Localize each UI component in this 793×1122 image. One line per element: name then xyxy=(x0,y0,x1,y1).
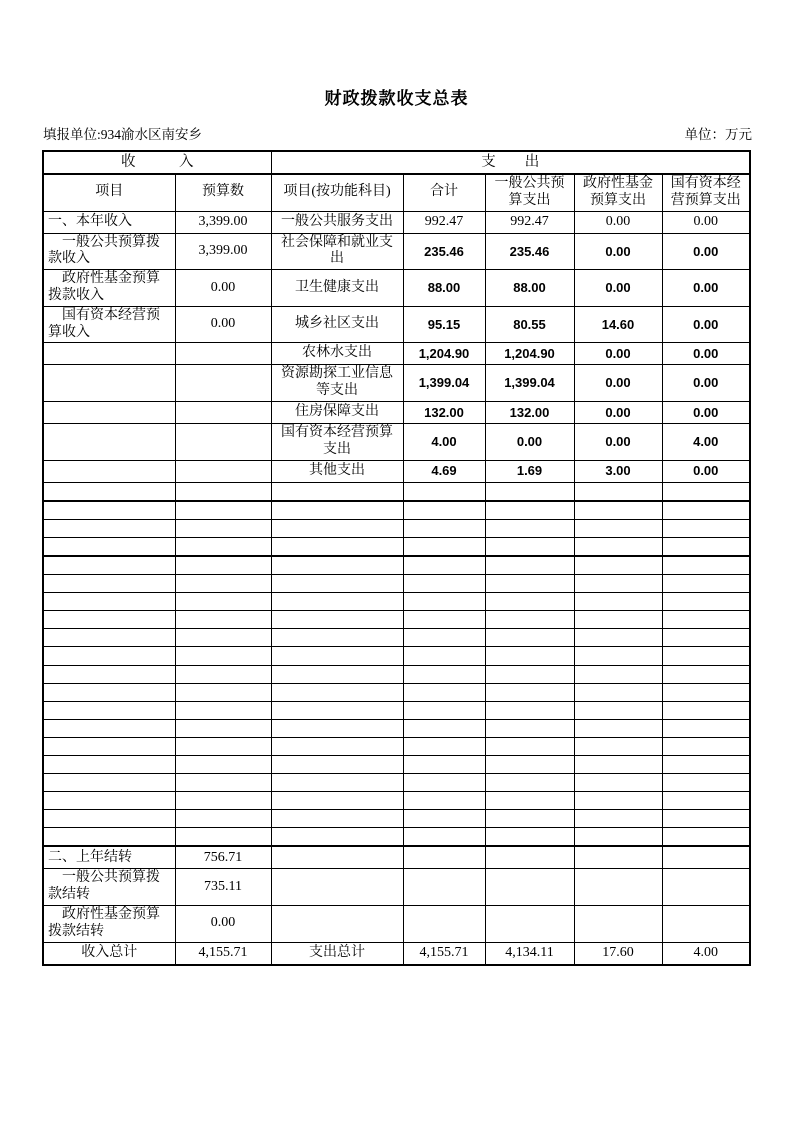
general-budget-value-cell xyxy=(485,501,574,520)
empty-row xyxy=(43,719,750,737)
revenue-value-cell xyxy=(175,810,271,828)
gov-fund-value-cell: 0.00 xyxy=(574,401,662,423)
gov-fund-value-cell: 0.00 xyxy=(574,270,662,307)
expense-total-cell xyxy=(403,792,485,810)
empty-row xyxy=(43,647,750,665)
revenue-item-cell xyxy=(43,501,175,520)
expense-item-cell xyxy=(271,846,403,869)
revenue-item-cell: 政府性基金预算拨款收入 xyxy=(43,270,175,307)
revenue-item-cell xyxy=(43,701,175,719)
state-capital-value-cell xyxy=(662,792,750,810)
general-budget-value-cell xyxy=(485,629,574,647)
expense-item-cell xyxy=(271,647,403,665)
expense-total-cell xyxy=(403,774,485,792)
general-budget-value-cell: 992.47 xyxy=(485,211,574,233)
general-budget-value-cell xyxy=(485,792,574,810)
state-capital-value-cell xyxy=(662,906,750,943)
unit-label: 单位：万元 xyxy=(684,127,752,142)
state-capital-value-cell xyxy=(662,519,750,537)
expense-total-cell: 235.46 xyxy=(403,233,485,270)
general-budget-value-cell xyxy=(485,519,574,537)
gov-fund-value-cell xyxy=(574,647,662,665)
revenue-value-cell xyxy=(175,611,271,629)
gov-fund-value-cell xyxy=(574,774,662,792)
empty-row xyxy=(43,501,750,520)
meta-row xyxy=(43,123,752,143)
general-budget-value-cell: 88.00 xyxy=(485,270,574,307)
expense-total-cell xyxy=(403,810,485,828)
revenue-item-cell: 收入总计 xyxy=(43,942,175,965)
revenue-value-cell xyxy=(175,792,271,810)
revenue-item-cell xyxy=(43,365,175,402)
revenue-value-cell: 735.11 xyxy=(175,869,271,906)
col-header-gov-fund: 政府性基金预算支出 xyxy=(574,174,662,211)
gov-fund-value-cell xyxy=(574,593,662,611)
revenue-item-cell: 一般公共预算拨款结转 xyxy=(43,869,175,906)
gov-fund-value-cell xyxy=(574,792,662,810)
gov-fund-value-cell xyxy=(574,537,662,556)
state-capital-value-cell: 0.00 xyxy=(662,233,750,270)
state-capital-value-cell xyxy=(662,665,750,683)
revenue-value-cell: 0.00 xyxy=(175,306,271,343)
table-body xyxy=(43,211,750,965)
general-budget-value-cell xyxy=(485,647,574,665)
state-capital-value-cell xyxy=(662,629,750,647)
revenue-value-cell xyxy=(175,482,271,501)
revenue-value-cell: 4,155.71 xyxy=(175,942,271,965)
expense-item-cell: 资源勘探工业信息等支出 xyxy=(271,365,403,402)
expense-item-cell xyxy=(271,701,403,719)
expense-item-cell xyxy=(271,501,403,520)
expense-item-cell xyxy=(271,755,403,773)
general-budget-value-cell xyxy=(485,810,574,828)
revenue-value-cell: 3,399.00 xyxy=(175,233,271,270)
state-capital-value-cell xyxy=(662,537,750,556)
gov-fund-value-cell xyxy=(574,737,662,755)
state-capital-value-cell xyxy=(662,719,750,737)
expense-total-cell: 4.00 xyxy=(403,423,485,460)
revenue-item-cell xyxy=(43,665,175,683)
state-capital-value-cell xyxy=(662,701,750,719)
total-row xyxy=(43,942,750,965)
state-capital-value-cell xyxy=(662,575,750,593)
expense-item-cell: 一般公共服务支出 xyxy=(271,211,403,233)
general-budget-value-cell xyxy=(485,593,574,611)
gov-fund-value-cell xyxy=(574,501,662,520)
general-budget-value-cell: 80.55 xyxy=(485,306,574,343)
general-budget-value-cell xyxy=(485,846,574,869)
expense-item-cell: 农林水支出 xyxy=(271,343,403,365)
gov-fund-value-cell xyxy=(574,519,662,537)
general-budget-value-cell: 235.46 xyxy=(485,233,574,270)
state-capital-value-cell xyxy=(662,737,750,755)
table-row xyxy=(43,869,750,906)
col-header-state-capital: 国有资本经营预算支出 xyxy=(662,174,750,211)
revenue-value-cell xyxy=(175,575,271,593)
general-budget-value-cell xyxy=(485,611,574,629)
table-row xyxy=(43,270,750,307)
expense-item-cell xyxy=(271,537,403,556)
revenue-value-cell xyxy=(175,343,271,365)
general-budget-value-cell: 1.69 xyxy=(485,460,574,482)
revenue-value-cell xyxy=(175,593,271,611)
col-header-expense-item: 项目(按功能科目) xyxy=(271,174,403,211)
state-capital-value-cell xyxy=(662,869,750,906)
expense-total-cell xyxy=(403,593,485,611)
budget-summary-table xyxy=(42,150,751,966)
col-header-budget-number: 预算数 xyxy=(175,174,271,211)
table-row xyxy=(43,233,750,270)
revenue-item-cell xyxy=(43,683,175,701)
gov-fund-value-cell xyxy=(574,683,662,701)
gov-fund-value-cell: 0.00 xyxy=(574,343,662,365)
revenue-item-cell xyxy=(43,460,175,482)
state-capital-value-cell xyxy=(662,810,750,828)
general-budget-value-cell: 132.00 xyxy=(485,401,574,423)
empty-row xyxy=(43,519,750,537)
table-row xyxy=(43,460,750,482)
expense-total-cell xyxy=(403,683,485,701)
expense-item-cell: 住房保障支出 xyxy=(271,401,403,423)
revenue-item-cell xyxy=(43,519,175,537)
revenue-item-cell xyxy=(43,828,175,847)
col-header-general-budget: 一般公共预算支出 xyxy=(485,174,574,211)
expense-total-cell: 4.69 xyxy=(403,460,485,482)
revenue-item-cell xyxy=(43,556,175,575)
state-capital-value-cell xyxy=(662,482,750,501)
expense-item-cell xyxy=(271,556,403,575)
expenditure-section-header: 支 出 xyxy=(271,151,750,174)
state-capital-value-cell: 0.00 xyxy=(662,211,750,233)
gov-fund-value-cell: 3.00 xyxy=(574,460,662,482)
general-budget-value-cell xyxy=(485,755,574,773)
expense-total-cell xyxy=(403,719,485,737)
expense-total-cell xyxy=(403,611,485,629)
revenue-value-cell: 756.71 xyxy=(175,846,271,869)
table-row xyxy=(43,401,750,423)
revenue-item-cell xyxy=(43,719,175,737)
expense-item-cell xyxy=(271,519,403,537)
gov-fund-value-cell xyxy=(574,755,662,773)
revenue-value-cell xyxy=(175,774,271,792)
empty-row xyxy=(43,665,750,683)
expense-item-cell xyxy=(271,665,403,683)
gov-fund-value-cell xyxy=(574,846,662,869)
expense-total-cell: 1,399.04 xyxy=(403,365,485,402)
table-row xyxy=(43,365,750,402)
expense-item-cell: 国有资本经营预算支出 xyxy=(271,423,403,460)
general-budget-value-cell xyxy=(485,575,574,593)
col-header-revenue-item: 项目 xyxy=(43,174,175,211)
revenue-item-cell xyxy=(43,593,175,611)
expense-total-cell: 4,155.71 xyxy=(403,942,485,965)
empty-row xyxy=(43,611,750,629)
expense-total-cell xyxy=(403,869,485,906)
revenue-section-header: 收 入 xyxy=(43,151,271,174)
empty-row xyxy=(43,593,750,611)
empty-row xyxy=(43,575,750,593)
expense-item-cell: 城乡社区支出 xyxy=(271,306,403,343)
section-header-row xyxy=(43,151,750,174)
gov-fund-value-cell xyxy=(574,701,662,719)
page-title: 财政拨款收支总表 xyxy=(324,89,469,108)
table-row xyxy=(43,306,750,343)
revenue-value-cell xyxy=(175,828,271,847)
state-capital-value-cell: 4.00 xyxy=(662,423,750,460)
general-budget-value-cell xyxy=(485,701,574,719)
revenue-item-cell xyxy=(43,629,175,647)
empty-row xyxy=(43,683,750,701)
table-row xyxy=(43,343,750,365)
revenue-value-cell xyxy=(175,460,271,482)
empty-row xyxy=(43,828,750,847)
revenue-item-cell xyxy=(43,575,175,593)
general-budget-value-cell: 4,134.11 xyxy=(485,942,574,965)
expense-item-cell xyxy=(271,792,403,810)
expense-item-cell: 卫生健康支出 xyxy=(271,270,403,307)
revenue-item-cell xyxy=(43,810,175,828)
state-capital-value-cell: 4.00 xyxy=(662,942,750,965)
general-budget-value-cell xyxy=(485,869,574,906)
revenue-item-cell: 一、本年收入 xyxy=(43,211,175,233)
expense-total-cell xyxy=(403,846,485,869)
revenue-item-cell xyxy=(43,792,175,810)
state-capital-value-cell: 0.00 xyxy=(662,306,750,343)
expense-item-cell xyxy=(271,575,403,593)
revenue-value-cell: 0.00 xyxy=(175,270,271,307)
revenue-value-cell xyxy=(175,629,271,647)
gov-fund-value-cell xyxy=(574,665,662,683)
revenue-item-cell xyxy=(43,537,175,556)
revenue-value-cell xyxy=(175,701,271,719)
empty-row xyxy=(43,701,750,719)
revenue-value-cell xyxy=(175,719,271,737)
revenue-value-cell xyxy=(175,683,271,701)
revenue-item-cell xyxy=(43,755,175,773)
state-capital-value-cell: 0.00 xyxy=(662,401,750,423)
expense-total-cell xyxy=(403,755,485,773)
state-capital-value-cell xyxy=(662,774,750,792)
expense-total-cell xyxy=(403,629,485,647)
revenue-value-cell xyxy=(175,737,271,755)
expense-total-cell xyxy=(403,501,485,520)
gov-fund-value-cell xyxy=(574,556,662,575)
expense-item-cell xyxy=(271,906,403,943)
general-budget-value-cell xyxy=(485,737,574,755)
general-budget-value-cell xyxy=(485,828,574,847)
expense-item-cell xyxy=(271,683,403,701)
expense-total-cell: 88.00 xyxy=(403,270,485,307)
expense-total-cell xyxy=(403,701,485,719)
general-budget-value-cell xyxy=(485,683,574,701)
state-capital-value-cell xyxy=(662,647,750,665)
empty-row xyxy=(43,482,750,501)
table-row xyxy=(43,423,750,460)
expense-item-cell xyxy=(271,774,403,792)
empty-row xyxy=(43,810,750,828)
expense-total-cell xyxy=(403,665,485,683)
revenue-item-cell xyxy=(43,611,175,629)
empty-row xyxy=(43,737,750,755)
revenue-value-cell xyxy=(175,401,271,423)
revenue-value-cell xyxy=(175,665,271,683)
expense-item-cell xyxy=(271,611,403,629)
gov-fund-value-cell: 0.00 xyxy=(574,365,662,402)
gov-fund-value-cell: 0.00 xyxy=(574,423,662,460)
table-row xyxy=(43,846,750,869)
gov-fund-value-cell xyxy=(574,810,662,828)
table-header xyxy=(43,151,750,211)
revenue-item-cell xyxy=(43,737,175,755)
expense-total-cell: 95.15 xyxy=(403,306,485,343)
expense-total-cell xyxy=(403,537,485,556)
gov-fund-value-cell xyxy=(574,629,662,647)
general-budget-value-cell: 0.00 xyxy=(485,423,574,460)
empty-row xyxy=(43,556,750,575)
general-budget-value-cell xyxy=(485,774,574,792)
revenue-value-cell xyxy=(175,537,271,556)
empty-row xyxy=(43,537,750,556)
state-capital-value-cell xyxy=(662,683,750,701)
empty-row xyxy=(43,792,750,810)
expense-item-cell: 社会保障和就业支出 xyxy=(271,233,403,270)
revenue-item-cell xyxy=(43,423,175,460)
expense-item-cell xyxy=(271,629,403,647)
gov-fund-value-cell xyxy=(574,611,662,629)
general-budget-value-cell xyxy=(485,482,574,501)
expense-total-cell xyxy=(403,737,485,755)
empty-row xyxy=(43,755,750,773)
state-capital-value-cell xyxy=(662,501,750,520)
gov-fund-value-cell: 0.00 xyxy=(574,233,662,270)
revenue-value-cell: 0.00 xyxy=(175,906,271,943)
gov-fund-value-cell: 0.00 xyxy=(574,211,662,233)
revenue-item-cell xyxy=(43,401,175,423)
revenue-item-cell: 二、上年结转 xyxy=(43,846,175,869)
revenue-item-cell: 国有资本经营预算收入 xyxy=(43,306,175,343)
general-budget-value-cell xyxy=(485,665,574,683)
state-capital-value-cell: 0.00 xyxy=(662,270,750,307)
general-budget-value-cell: 1,399.04 xyxy=(485,365,574,402)
expense-item-cell xyxy=(271,719,403,737)
expense-total-cell xyxy=(403,906,485,943)
state-capital-value-cell: 0.00 xyxy=(662,365,750,402)
general-budget-value-cell xyxy=(485,537,574,556)
general-budget-value-cell: 1,204.90 xyxy=(485,343,574,365)
revenue-value-cell xyxy=(175,365,271,402)
gov-fund-value-cell xyxy=(574,482,662,501)
expense-total-cell: 1,204.90 xyxy=(403,343,485,365)
expense-item-cell xyxy=(271,482,403,501)
expense-item-cell: 其他支出 xyxy=(271,460,403,482)
empty-row xyxy=(43,629,750,647)
general-budget-value-cell xyxy=(485,719,574,737)
revenue-item-cell: 政府性基金预算拨款结转 xyxy=(43,906,175,943)
state-capital-value-cell xyxy=(662,846,750,869)
revenue-value-cell xyxy=(175,423,271,460)
state-capital-value-cell: 0.00 xyxy=(662,343,750,365)
expense-total-cell xyxy=(403,556,485,575)
expense-total-cell xyxy=(403,647,485,665)
state-capital-value-cell xyxy=(662,828,750,847)
gov-fund-value-cell xyxy=(574,828,662,847)
revenue-value-cell xyxy=(175,501,271,520)
column-header-row xyxy=(43,174,750,211)
revenue-value-cell xyxy=(175,647,271,665)
state-capital-value-cell: 0.00 xyxy=(662,460,750,482)
expense-item-cell xyxy=(271,737,403,755)
col-header-total: 合计 xyxy=(403,174,485,211)
empty-row xyxy=(43,774,750,792)
revenue-item-cell xyxy=(43,647,175,665)
table-row xyxy=(43,211,750,233)
revenue-value-cell xyxy=(175,519,271,537)
expense-total-cell: 992.47 xyxy=(403,211,485,233)
expense-total-cell: 132.00 xyxy=(403,401,485,423)
gov-fund-value-cell xyxy=(574,575,662,593)
general-budget-value-cell xyxy=(485,556,574,575)
revenue-value-cell: 3,399.00 xyxy=(175,211,271,233)
gov-fund-value-cell: 17.60 xyxy=(574,942,662,965)
state-capital-value-cell xyxy=(662,755,750,773)
gov-fund-value-cell: 14.60 xyxy=(574,306,662,343)
expense-item-cell xyxy=(271,828,403,847)
revenue-item-cell: 一般公共预算拨款收入 xyxy=(43,233,175,270)
state-capital-value-cell xyxy=(662,556,750,575)
revenue-item-cell xyxy=(43,482,175,501)
expense-item-cell xyxy=(271,869,403,906)
expense-item-cell: 支出总计 xyxy=(271,942,403,965)
expense-total-cell xyxy=(403,575,485,593)
expense-total-cell xyxy=(403,828,485,847)
general-budget-value-cell xyxy=(485,906,574,943)
state-capital-value-cell xyxy=(662,611,750,629)
expense-total-cell xyxy=(403,519,485,537)
gov-fund-value-cell xyxy=(574,869,662,906)
gov-fund-value-cell xyxy=(574,719,662,737)
revenue-item-cell xyxy=(43,774,175,792)
revenue-value-cell xyxy=(175,556,271,575)
revenue-value-cell xyxy=(175,755,271,773)
table-row xyxy=(43,906,750,943)
state-capital-value-cell xyxy=(662,593,750,611)
expense-total-cell xyxy=(403,482,485,501)
gov-fund-value-cell xyxy=(574,906,662,943)
expense-item-cell xyxy=(271,593,403,611)
revenue-item-cell xyxy=(43,343,175,365)
reporting-unit-label: 填报单位:934渝水区南安乡 xyxy=(43,127,203,142)
expense-item-cell xyxy=(271,810,403,828)
